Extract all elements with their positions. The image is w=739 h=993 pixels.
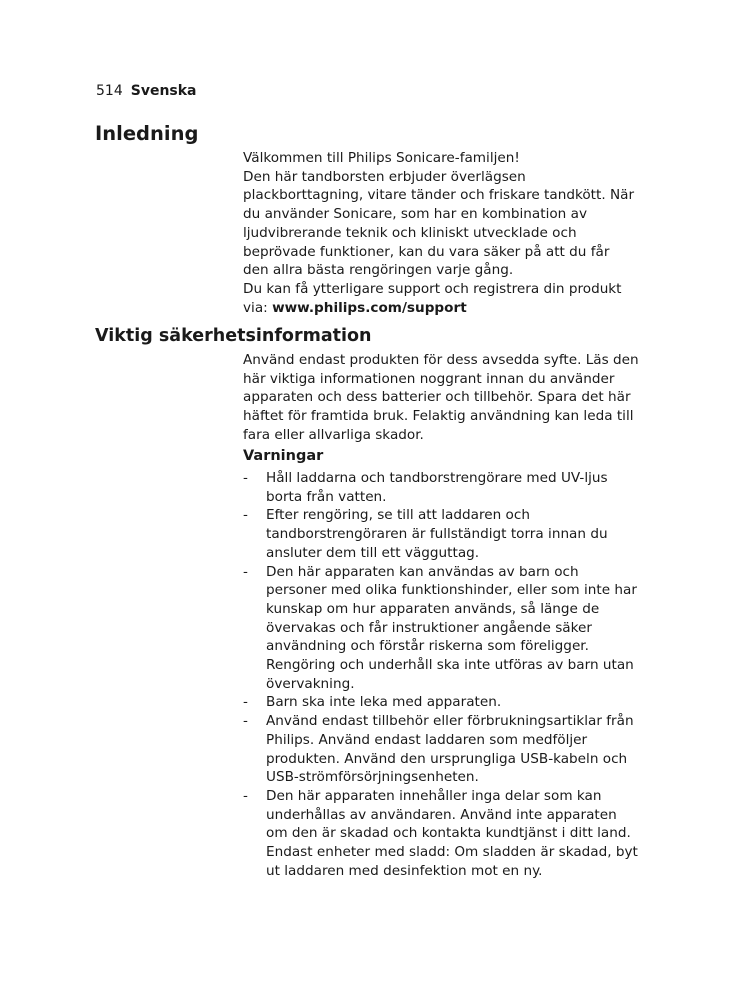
intro-line: den allra bästa rengöringen varje gång. xyxy=(243,262,514,279)
warning-item xyxy=(243,787,648,881)
warning-line: USB-strömförsörjningsenheten. xyxy=(266,769,479,786)
via-prefix: via: xyxy=(243,299,273,316)
bullet-dash: - xyxy=(243,470,248,486)
safety-paragraph xyxy=(243,351,648,445)
warning-line: produkten. Använd den ursprungliga USB-kabeln och xyxy=(266,750,628,767)
intro-line: Den här tandborsten erbjuder överlägsen xyxy=(243,168,526,185)
safety-line: apparaten och dess batterier och tillbehör. Spara det här xyxy=(243,389,631,406)
warning-line: borta från vatten. xyxy=(266,488,387,505)
bullet-dash: - xyxy=(243,787,248,804)
intro-line: ljudvibrerande teknik och kliniskt utvecklade och xyxy=(243,224,577,241)
warning-line: personer med olika funktionshinder, eller som inte har xyxy=(266,582,637,599)
warning-item xyxy=(243,693,648,712)
warning-line: underhållas av användaren. Använd inte apparaten xyxy=(266,806,617,823)
safety-line: här viktiga informationen noggrant innan du använder xyxy=(243,370,615,387)
warnings-list xyxy=(243,469,648,880)
bullet-dash: - xyxy=(243,694,248,711)
warning-line: Endast enheter med sladd: Om sladden är skadad, byt xyxy=(266,844,638,861)
page-header xyxy=(96,82,197,100)
intro-heading: Inledning xyxy=(95,122,199,145)
safety-line: fara eller allvarliga skador. xyxy=(243,426,424,443)
bullet-dash: - xyxy=(243,713,248,730)
warning-line: Använd endast tillbehör eller förbrukningsartiklar från xyxy=(266,713,634,730)
warning-line: övervakas och får instruktioner angående säker xyxy=(266,619,592,636)
bullet-dash: - xyxy=(243,507,248,524)
intro-paragraph xyxy=(243,149,648,317)
warning-line: Den här apparaten kan användas av barn och xyxy=(266,563,579,580)
intro-line: Välkommen till Philips Sonicare-familjen! xyxy=(243,150,520,166)
intro-line: beprövade funktioner, kan du vara säker på att du får xyxy=(243,243,610,260)
warning-item xyxy=(243,469,648,506)
warnings-heading: Varningar xyxy=(243,448,324,464)
page-number: 514 xyxy=(96,83,123,99)
warning-item xyxy=(243,563,648,694)
intro-line: Du kan få ytterligare support och registrera din produkt xyxy=(243,280,622,297)
warning-line: ansluter dem till ett vägguttag. xyxy=(266,544,480,561)
warning-line: Efter rengöring, se till att laddaren och xyxy=(266,507,530,524)
warning-line: Philips. Använd endast laddaren som medföljer xyxy=(266,731,588,748)
safety-line: häftet för framtida bruk. Felaktig användning kan leda till xyxy=(243,408,634,425)
warning-line: Barn ska inte leka med apparaten. xyxy=(266,694,502,711)
warning-line: tandborstrengöraren är fullständigt torra innan du xyxy=(266,526,608,543)
warning-line: Rengöring och underhåll ska inte utföras av barn utan xyxy=(266,657,634,674)
safety-line: Använd endast produkten för dess avsedda syfte. Läs den xyxy=(243,352,639,368)
warning-line: övervakning. xyxy=(266,675,355,692)
warning-line: ut laddaren med desinfektion mot en ny. xyxy=(266,862,543,879)
support-url-link[interactable]: www.philips.com/support xyxy=(272,299,467,316)
intro-line: du använder Sonicare, som har en kombination av xyxy=(243,206,587,223)
intro-via-line xyxy=(243,299,648,318)
warning-line: användning och förstår riskerna som föreligger. xyxy=(266,638,589,655)
warning-item xyxy=(243,712,648,787)
intro-line: plackborttagning, vitare tänder och friskare tandkött. När xyxy=(243,187,635,204)
bullet-dash: - xyxy=(243,563,248,580)
warning-line: Den här apparaten innehåller inga delar som kan xyxy=(266,787,602,804)
page-language: Svenska xyxy=(130,83,197,99)
warning-line: Håll laddarna och tandborstrengörare med UV-ljus xyxy=(266,470,608,486)
warning-line: om den är skadad och kontakta kundtjänst i ditt land. xyxy=(266,825,631,842)
warning-line: kunskap om hur apparaten används, så länge de xyxy=(266,600,600,617)
warning-item xyxy=(243,506,648,562)
safety-heading: Viktig säkerhetsinformation xyxy=(95,326,372,346)
